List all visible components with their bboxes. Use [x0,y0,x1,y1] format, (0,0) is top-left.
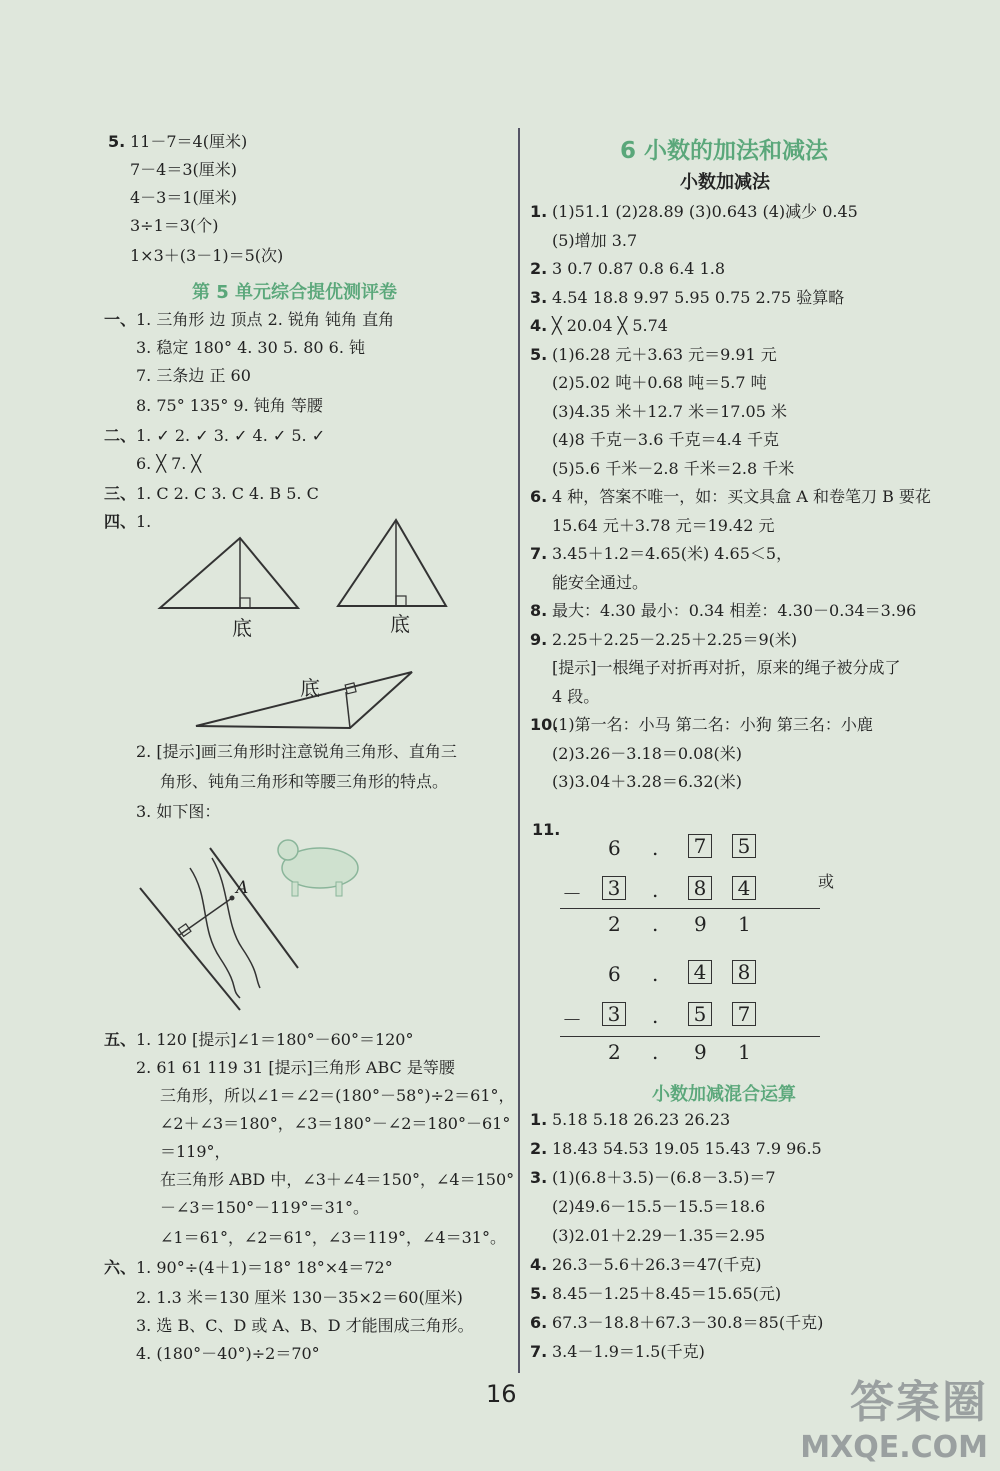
point-a [230,896,235,901]
answer-line: (2)5.02 吨＋0.68 吨＝5.7 吨 [552,373,767,392]
answer-line: (2)49.6－15.5－15.5＝18.6 [552,1197,766,1216]
answer-number: 7. [530,1342,548,1361]
answer-number: 9. [530,629,548,649]
right-angle-mark [396,596,406,606]
answer-line: (5)增加 3.7 [552,230,638,250]
calc-minus: － [562,1008,582,1032]
part5-line: 1. 120 [提示]∠1＝180°－60°＝120° [136,1030,414,1049]
part4-q1: 1. [136,512,152,531]
part1-line: 3. 稳定 180° 4. 30 5. 80 6. 钝 [136,338,366,357]
part5-line: －∠3＝150°－119°＝31°。 [160,1198,370,1217]
answer-number: 6. [530,1313,548,1332]
part1-line: 7. 三条边 正 60 [136,366,251,385]
triangle-right [338,520,446,606]
calc-digit: 2 [608,1040,621,1064]
part5-line: ＝119°， [160,1142,231,1161]
answer-number: 5. [530,344,548,364]
triangle-acute-left [160,538,298,608]
answer-line: 4 种，答案不唯一，如：买文具盒 A 和卷笔刀 B 要花 [552,487,931,506]
part4-q2: 2. [提示]画三角形时注意锐角三角形、直角三 [136,742,457,761]
calc-box: 4 [732,876,756,900]
answer-line: (1)51.1 (2)28.89 (3)0.643 (4)减少 0.45 [552,202,858,221]
answer-line: 3.45＋1.2＝4.65(米) 4.65＜5， [552,544,793,563]
answer-line: (5)5.6 千米－2.8 千米＝2.8 千米 [552,458,795,478]
answer-number: 1. [530,202,548,221]
answer-number: 4. [530,316,548,335]
section-subtitle: 小数加减法 [680,172,770,193]
calc-digit: 2 [608,912,621,936]
calc-rule [560,1036,820,1037]
calc-box: 8 [688,876,712,900]
answer-number: 8. [530,601,548,620]
calc-rule [560,908,820,909]
road-line [140,888,240,1010]
answer-line: (1)第一名：小马 第二名：小狗 第三名：小鹿 [552,715,873,734]
part5-line: ∠1＝61°，∠2＝61°，∠3＝119°，∠4＝31°。 [160,1228,506,1247]
page-number: 16 [486,1380,517,1408]
watermark-url: MXQE.COM [800,1430,988,1465]
part2-line: 1. ✓ 2. ✓ 3. ✓ 4. ✓ 5. ✓ [136,426,326,445]
watermark-text: 答案圈 [850,1377,988,1428]
q5-line: 11－7＝4(厘米) [130,132,248,151]
answer-line: [提示]一根绳子对折再对折，原来的绳子被分成了 [552,658,901,677]
answer-number: 1. [530,1110,548,1129]
calc-point: . [652,1004,659,1028]
river-figure [130,828,390,1018]
right-angle-mark [240,598,250,608]
part3-line: 1. C 2. C 3. C 4. B 5. C [136,484,319,503]
answer-line: 26.3－5.6＋26.3＝47(千克) [552,1255,762,1274]
part4-q2: 角形、钝角三角形和等腰三角形的特点。 [160,772,449,791]
answer-line: (2)3.26－3.18＝0.08(米) [552,743,743,763]
part5-label: 五、 [104,1030,137,1049]
calc-digit: 1 [738,1040,751,1064]
cow-icon [278,840,358,896]
part6-line: 3. 选 B、C、D 或 A、B、D 才能围成三角形。 [136,1316,474,1335]
answer-line: 2.25＋2.25－2.25＋2.25＝9(米) [552,629,798,649]
answer-number: 3. [530,1168,548,1187]
part1-label: 一、 [104,310,137,329]
calc-digit: 9 [694,1040,707,1064]
answer-number: 10. [530,715,559,734]
answer-line: 3 0.7 0.87 0.8 6.4 1.8 [552,259,726,278]
q5-line: 3÷1＝3(个) [130,216,219,235]
answer-line: (1)(6.8＋3.5)－(6.8－3.5)＝7 [552,1168,776,1187]
calc-digit: 9 [694,912,707,936]
calc-point: . [652,912,659,936]
answer-line: 18.43 54.53 19.05 15.43 7.9 96.5 [552,1139,822,1158]
answer-line: 能安全通过。 [552,572,649,592]
calc-box: 3 [602,1002,626,1026]
answer-number: 6. [530,487,548,506]
answer-number: 7. [530,544,548,563]
answer-line: (3)3.04＋3.28＝6.32(米) [552,772,743,791]
calc-point: . [652,1040,659,1064]
perpendicular-line [178,898,232,936]
q5-line: 4－3＝1(厘米) [130,188,238,207]
section-title: 第 5 单元综合提优测评卷 [192,282,398,303]
q5-line: 1×3＋(3－1)＝5(次) [130,246,284,265]
calc-point: . [652,962,659,986]
q5-number: 5. [108,132,126,151]
answer-line: (3)4.35 米＋12.7 米＝17.05 米 [552,401,787,421]
answer-number: 3. [530,287,548,307]
part2-line: 6. ╳ 7. ╳ [136,454,202,473]
triangles-figure [150,516,470,736]
calc-box: 8 [732,960,756,984]
answer-line: 4 段。 [552,686,600,706]
answer-line: (4)8 千克－3.6 千克＝4.4 千克 [552,430,779,449]
part5-line: 在三角形 ABD 中，∠3＋∠4＝150°，∠4＝150° [160,1170,515,1189]
answer-number: 4. [530,1255,548,1274]
or-label: 或 [818,872,835,891]
answer-line: (1)6.28 元＋3.63 元＝9.91 元 [552,344,777,364]
watermark [800,1366,988,1465]
answer-number: 5. [530,1284,548,1303]
answer-line: 15.64 元＋3.78 元＝19.42 元 [552,515,775,535]
calc-box: 5 [732,834,756,858]
calc-point: . [652,878,659,902]
calc-box: 4 [688,960,712,984]
calc-box: 5 [688,1002,712,1026]
chapter-title: 6 小数的加法和减法 [620,138,829,164]
part5-line: ∠2＋∠3＝180°，∠3＝180°－∠2＝180°－61° [160,1114,511,1133]
calc-digit: 1 [738,912,751,936]
answer-line: 3.4－1.9＝1.5(千克) [552,1342,705,1361]
calc-point: . [652,836,659,860]
base-label: 底 [390,612,410,636]
answer-line: ╳ 20.04 ╳ 5.74 [552,316,668,335]
height-line [346,692,350,728]
part1-line: 8. 75° 135° 9. 钝角 等腰 [136,396,323,415]
calc-digit: 6 [608,962,621,986]
part6-line: 1. 90°÷(4＋1)＝18° 18°×4＝72° [136,1258,393,1277]
answer-line: (3)2.01＋2.29－1.35＝2.95 [552,1226,766,1245]
calc-digit: 6 [608,836,621,860]
part5-line: 2. 61 61 119 31 [提示]三角形 ABC 是等腰 [136,1058,455,1077]
base-label: 底 [300,676,320,700]
calc-minus: － [562,882,582,906]
answer-line: 4.54 18.8 9.97 5.95 0.75 2.75 验算略 [552,287,845,307]
part6-line: 2. 1.3 米＝130 厘米 130－35×2＝60(厘米) [136,1288,463,1307]
q5-line: 7－4＝3(厘米) [130,160,238,179]
section-subtitle-2: 小数加减混合运算 [652,1084,796,1105]
part2-label: 二、 [104,426,137,445]
part1-line: 1. 三角形 边 顶点 2. 锐角 钝角 直角 [136,310,395,329]
answer-number: 2. [530,259,548,278]
part4-q3: 3. 如下图： [136,802,221,821]
part6-label: 六、 [104,1258,137,1277]
answer-line: 8.45－1.25＋8.45＝15.65(元) [552,1284,782,1303]
part6-line: 4. (180°－40°)÷2＝70° [136,1344,320,1363]
answer-line: 最大：4.30 最小：0.34 相差：4.30－0.34＝3.96 [552,601,917,620]
part5-line: 三角形，所以∠1＝∠2＝(180°－58°)÷2＝61°， [160,1086,515,1105]
base-label: 底 [232,616,252,640]
part3-label: 三、 [104,484,137,503]
calc-box: 7 [688,834,712,858]
column-divider [518,128,520,1373]
point-a-label: A [236,878,249,898]
part4-label: 四、 [104,512,137,531]
calc-box: 3 [602,876,626,900]
answer-number: 2. [530,1139,548,1158]
answer-line: 67.3－18.8＋67.3－30.8＝85(千克) [552,1313,824,1332]
answer-line: 5.18 5.18 26.23 26.23 [552,1110,731,1129]
q11-number: 11. [532,820,561,839]
calc-box: 7 [732,1002,756,1026]
